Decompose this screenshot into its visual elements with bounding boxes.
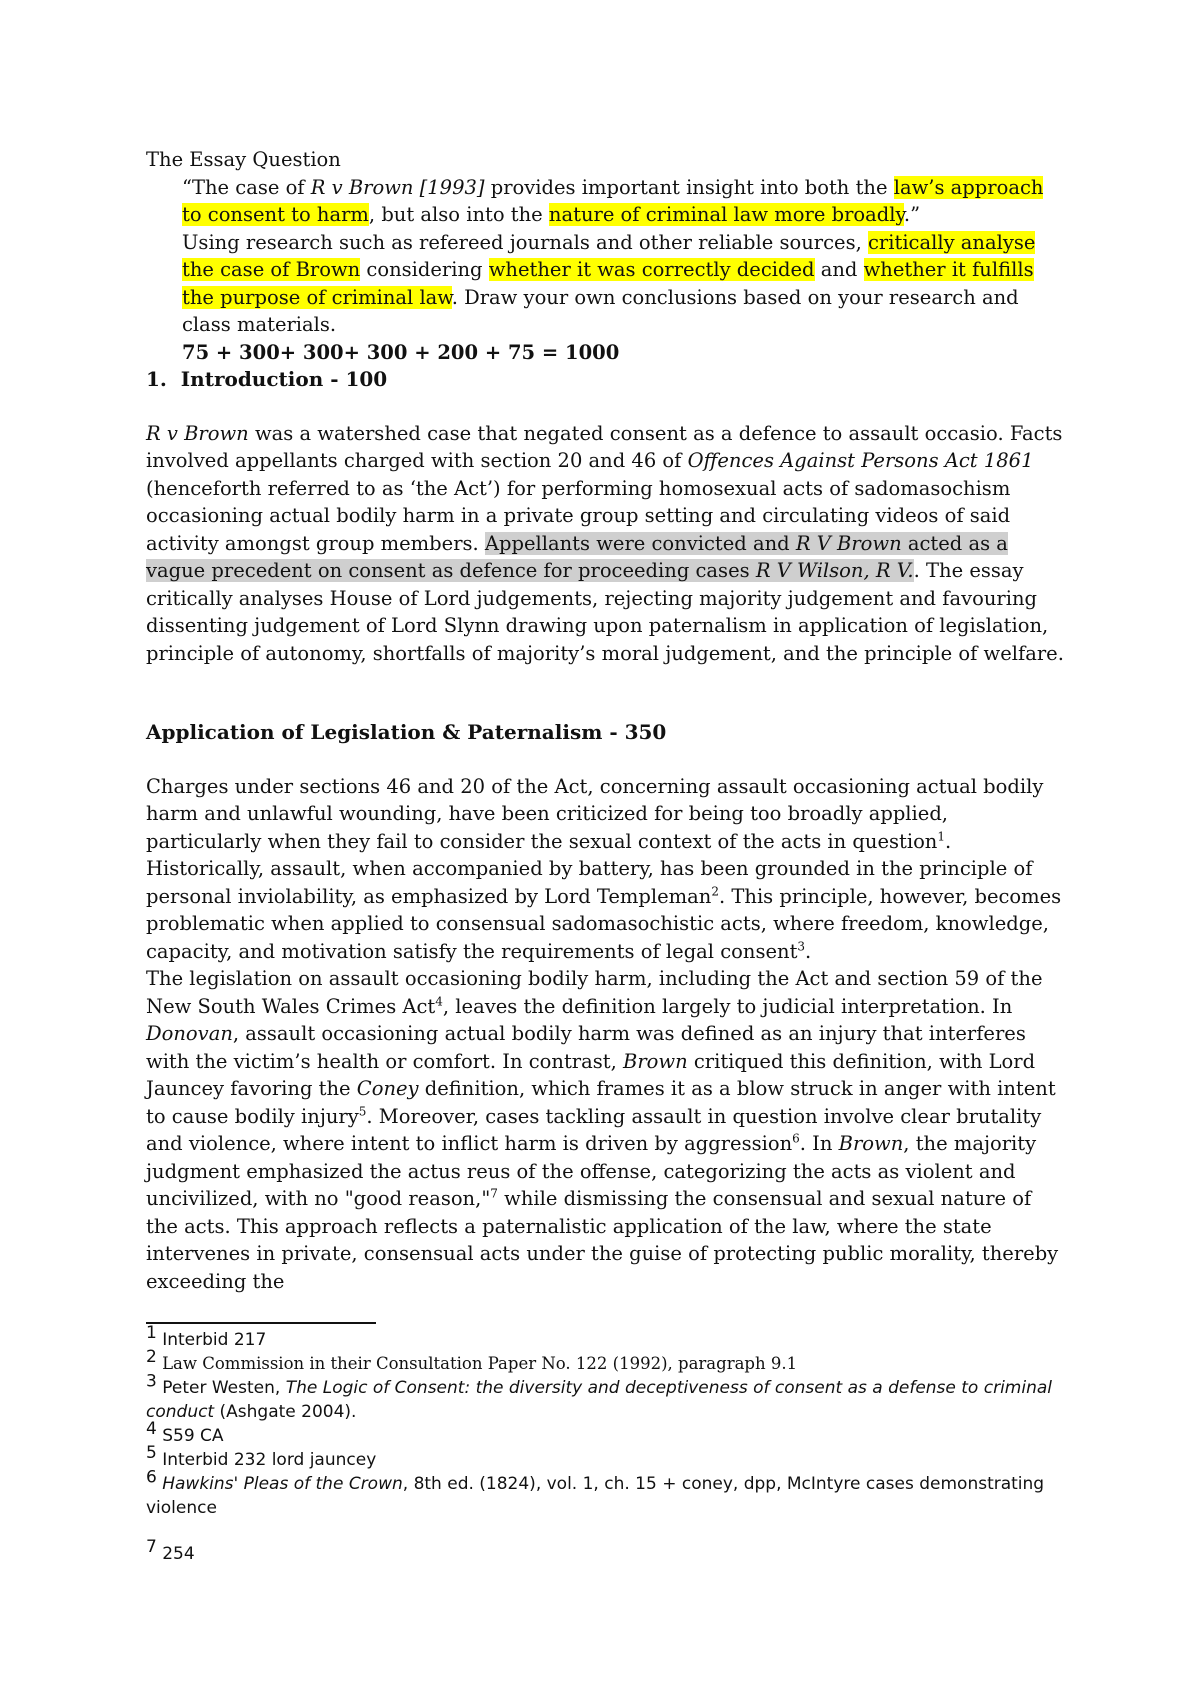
text-run: , assault occasioning actual bodily harm was defined as an injury that interferes with the victim’s health or comfort. In contrast, — [146, 1022, 1026, 1073]
essay-question-paragraph-1 — [146, 174, 1066, 229]
footnote-ref[interactable]: 3 — [797, 939, 806, 953]
footnote-text: Interbid 232 lord jauncey — [156, 1450, 377, 1470]
footnote-book-title: Hawkins' Pleas of the Crown — [162, 1474, 403, 1494]
text-run: (henceforth referred to as ‘the Act’) for performing homosexual acts of sadomasochism occasioning actual bodily harm in a private group setting and circulating videos of said activity amongst group members. — [146, 476, 1011, 555]
footnote-book-title: The Logic of Consent: the diversity and deceptiveness of consent as a defense to criminal conduct — [146, 1378, 1052, 1422]
footnote-text: S59 CA — [156, 1426, 224, 1446]
text-run: Appellants were convicted and — [484, 531, 796, 555]
footnote-number: 2 — [146, 1347, 157, 1367]
text-run: , the majority judgment emphasized the actus reus of the offense, categorizing the acts as violent and uncivilized, with no "good reason," — [146, 1132, 1037, 1210]
text-run: , but also into the — [368, 203, 549, 226]
case-name: R v Brown — [146, 421, 249, 445]
footnote-text: Law Commission in their Consultation Paper No. 122 (1992), paragraph 9.1 — [156, 1354, 798, 1373]
text-run: .” — [903, 203, 921, 226]
footnote-number: 7 — [146, 1537, 157, 1557]
footnote-number: 6 — [146, 1467, 157, 1488]
text-run: “The case of — [182, 175, 311, 199]
case-name: Brown — [622, 1049, 688, 1073]
section-paragraph-2 — [146, 965, 1066, 1295]
footnote-number: 4 — [146, 1419, 157, 1439]
highlighted-text: whether it was correctly decided — [488, 258, 815, 281]
introduction-heading: 1. Introduction - 100 — [146, 367, 388, 391]
footnote-6 — [146, 1467, 1066, 1520]
footnote-text: , 8th ed. (1824), vol. 1, ch. 15 + coney, dpp, McIntyre cases demonstrating violence — [146, 1474, 1045, 1518]
footnote-text: 254 — [156, 1544, 195, 1564]
text-run: , leaves the definition largely to judicial interpretation. In — [442, 994, 1013, 1018]
essay-question-title: The Essay Question — [146, 148, 341, 171]
text-run: acted as a vague precedent on consent as defence for proceeding cases — [146, 531, 1008, 582]
footnote-7 — [146, 1537, 1066, 1566]
footnote-ref[interactable]: 4 — [435, 994, 443, 1008]
footnote-number: 3 — [146, 1371, 157, 1392]
footnote-ref[interactable]: 5 — [358, 1104, 367, 1118]
footnote-1 — [146, 1323, 1066, 1352]
text-run: . In — [799, 1132, 839, 1155]
text-run: considering — [360, 258, 489, 281]
footnotes-section — [146, 1323, 1066, 1566]
footnote-text: Interbid 217 — [156, 1330, 267, 1350]
document-body — [146, 146, 1066, 1295]
text-run: . Historically, assault, when accompanied by battery, has been grounded in the principle of personal inviolability, as emphasized by Lord Templeman — [146, 829, 1033, 908]
text-run: Using research such as refereed journals and other reliable sources, — [182, 230, 868, 254]
section-heading-legislation: Application of Legislation & Paternalism - 350 — [146, 720, 667, 744]
text-run: . Draw your own conclusions based on your research and class materials. — [182, 285, 1019, 336]
text-run: provides important insight into both the — [484, 175, 894, 199]
text-run: Charges under sections 46 and 20 of the Act, concerning assault occasioning actual bodily harm and unlawful wounding, have been criticized for being too broadly applied, particularly when they fail to consider the sexual context of the acts in question — [146, 774, 1044, 853]
footnote-3 — [146, 1371, 1066, 1424]
text-run: . — [805, 939, 812, 963]
case-name: R V Wilson, R V. — [755, 559, 914, 582]
text-run: . The essay critically analyses House of Lord judgements, rejecting majority judgement and favouring dissenting judgement of Lord Slynn drawing upon paternalism in application of legislation, principle of autonomy, shortfalls of majority’s moral judgement, and the principle of welfare. — [146, 559, 1064, 665]
case-name: Donovan — [146, 1022, 233, 1045]
case-name: R v Brown [1993] — [310, 175, 485, 199]
text-run: The legislation on assault occasioning bodily harm, including the Act and section 59 of the New South Wales Crimes Act — [146, 967, 1043, 1018]
footnote-2 — [146, 1347, 1066, 1376]
footnote-ref[interactable]: 1 — [937, 829, 946, 843]
footnote-text: Peter Westen, — [156, 1378, 286, 1398]
footnote-4 — [146, 1419, 1066, 1448]
text-run: was a watershed case that negated consent as a defence to assault occasio. Facts involved appellants charged with section 20 and 46 of — [146, 421, 1063, 472]
highlighted-text: law’s approach to consent to harm — [182, 175, 1044, 226]
case-name: R V Brown — [795, 531, 902, 555]
case-name: Brown — [838, 1132, 904, 1155]
footnote-separator — [146, 1322, 376, 1324]
word-count-breakdown: 75 + 300+ 300+ 300 + 200 + 75 = 1000 — [182, 340, 620, 364]
text-run: and — [814, 258, 864, 281]
highlighted-text: nature of criminal law more broadly — [548, 203, 904, 226]
footnote-ref[interactable]: 6 — [792, 1131, 800, 1146]
essay-question-paragraph-2 — [146, 229, 1066, 339]
text-run: definition, which frames it as a blow struck in anger with intent to cause bodily injury — [146, 1077, 1056, 1128]
text-run: while dismissing the consensual and sexual nature of the acts. This approach reflects a paternalistic application of the law, where the state intervenes in private, consensual acts under the guise of protecting public morality, thereby exceeding the — [146, 1187, 1059, 1293]
footnote-ref[interactable]: 2 — [711, 884, 719, 898]
text-run: . Moreover, cases tackling assault in question involve clear brutality and violence, where intent to inflict harm is driven by aggression — [146, 1104, 1042, 1155]
text-run: . This principle, however, becomes problematic when applied to consensual sadomasochistic acts, where freedom, knowledge, capacity, and motivation satisfy the requirements of legal consent — [146, 884, 1062, 963]
footnote-ref[interactable]: 7 — [490, 1186, 498, 1201]
footnote-5 — [146, 1443, 1066, 1472]
act-name: Offences Against Persons Act 1861 — [687, 449, 1034, 472]
footnote-number: 5 — [146, 1443, 157, 1463]
footnote-number: 1 — [146, 1323, 157, 1343]
case-name: Coney — [356, 1077, 419, 1100]
highlighted-text: critically analyse the case of Brown — [182, 230, 1036, 281]
text-run: critiqued this definition, with Lord Jauncey favoring the — [146, 1049, 1036, 1100]
footnote-text: (Ashgate 2004). — [214, 1402, 357, 1422]
highlighted-text: whether it fulfills the purpose of criminal law — [182, 258, 1034, 309]
introduction-paragraph — [146, 420, 1066, 668]
section-paragraph-1 — [146, 773, 1066, 966]
